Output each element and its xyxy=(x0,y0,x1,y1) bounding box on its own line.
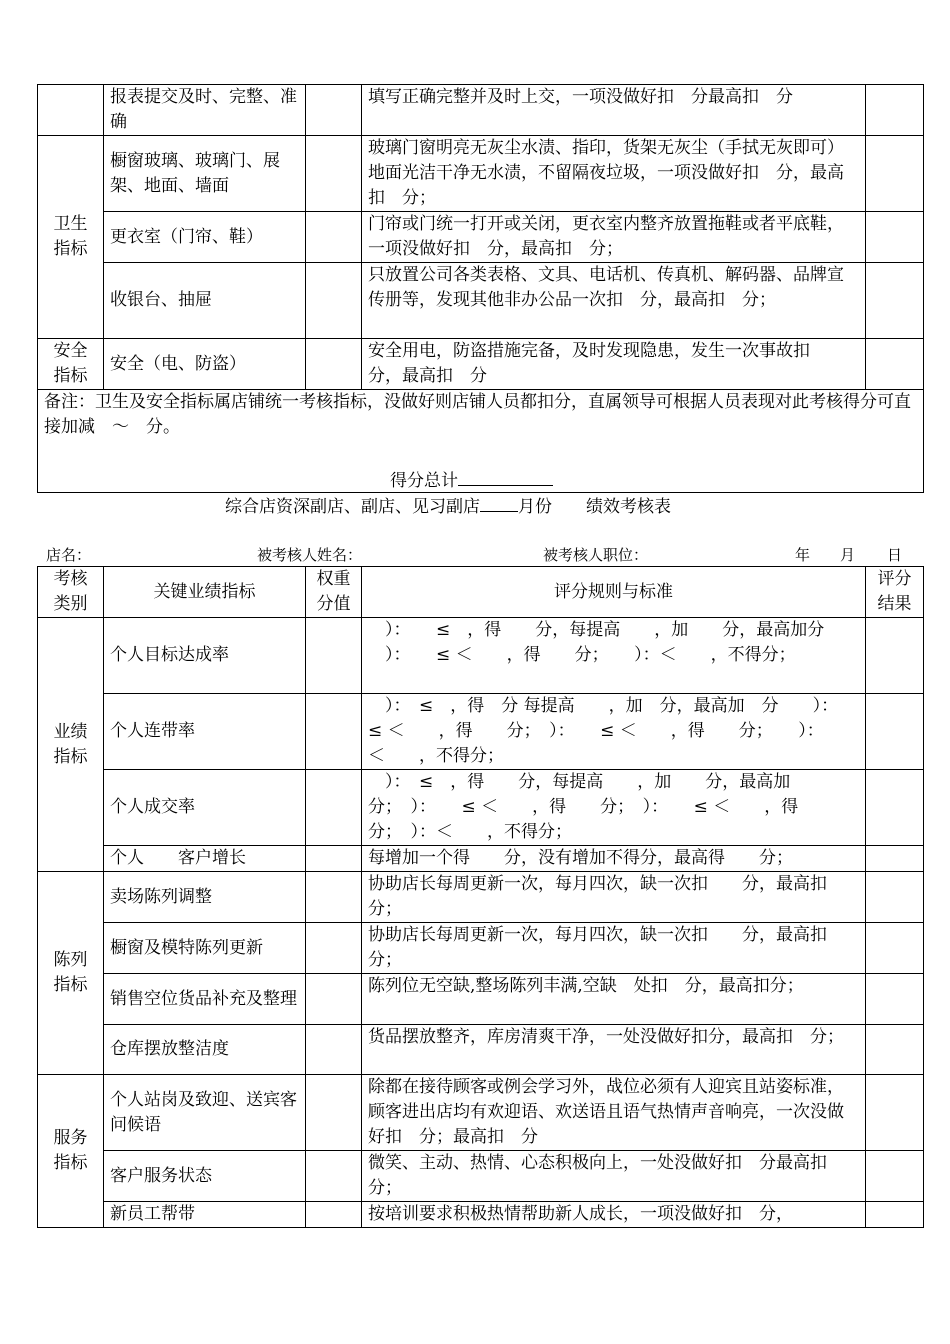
indicator-cell: 个人目标达成率 xyxy=(104,618,306,694)
weight-cell[interactable] xyxy=(306,1075,362,1151)
weight-cell[interactable] xyxy=(306,136,362,212)
table-row xyxy=(38,618,924,694)
category-cell: 服务 指标 xyxy=(38,1075,104,1228)
indicator-cell: 个人站岗及致迎、送宾客问候语 xyxy=(104,1075,306,1151)
rule-cell: ）： ≤ ，得 分 每提高 ，加 分，最高加 分 ）： ≤ ＜ ，得 分； ）： ≤ ＜ ，得 分； ）：＜ ，不得分； xyxy=(362,694,866,770)
indicator-cell: 更衣室（门帘、鞋） xyxy=(104,212,306,263)
rule-cell: 协助店长每周更新一次，每月四次，缺一次扣 分，最高扣 分； xyxy=(362,872,866,923)
table-row xyxy=(38,872,924,923)
rule-cell: 微笑、主动、热情、心态积极向上，一处没做好扣 分最高扣 分； xyxy=(362,1151,866,1202)
assessment-table-main xyxy=(37,566,924,1228)
rule-cell: 每增加一个得 分，没有增加不得分，最高得 分； xyxy=(362,846,866,872)
assessment-table-top xyxy=(37,84,924,493)
result-cell[interactable] xyxy=(866,263,924,339)
header-result: 评分 结果 xyxy=(866,567,924,618)
rule-cell: ）： ≤ ，得 分，每提高 ，加 分，最高加分 ）： ≤ ＜ ，得 分； ）：＜ ，不得分； xyxy=(362,618,866,694)
rule-cell: 除都在接待顾客或例会学习外，战位必须有人迎宾且站姿标准，顾客进出店均有欢迎语、欢送语且语气热情声音响亮，一次没做好扣 分；最高扣 分 xyxy=(362,1075,866,1151)
employee-position-label: 被考核人职位： xyxy=(543,546,649,564)
table-row xyxy=(38,212,924,263)
indicator-cell: 卖场陈列调整 xyxy=(104,872,306,923)
indicator-cell: 仓库摆放整洁度 xyxy=(104,1025,306,1075)
weight-cell[interactable] xyxy=(306,263,362,339)
weight-cell[interactable] xyxy=(306,770,362,846)
rule-cell: 陈列位无空缺,整场陈列丰满,空缺 处扣 分，最高扣分； xyxy=(362,974,866,1025)
category-cell: 卫生 指标 xyxy=(38,136,104,339)
header-row xyxy=(38,567,924,618)
score-total xyxy=(390,466,553,491)
result-cell[interactable] xyxy=(866,339,924,390)
weight-cell[interactable] xyxy=(306,85,362,136)
indicator-cell: 个人成交率 xyxy=(104,770,306,846)
rule-cell: 协助店长每周更新一次，每月四次，缺一次扣 分，最高扣 分； xyxy=(362,923,866,974)
table-row xyxy=(38,923,924,974)
category-cell: 安全 指标 xyxy=(38,339,104,390)
score-total-label: 得分总计 xyxy=(390,471,458,491)
category-cell: 业绩 指标 xyxy=(38,618,104,872)
shop-name-label: 店名： xyxy=(46,546,92,564)
table-row xyxy=(38,846,924,872)
header-indicator: 关键业绩指标 xyxy=(104,567,306,618)
result-cell[interactable] xyxy=(866,923,924,974)
indicator-cell: 客户服务状态 xyxy=(104,1151,306,1202)
indicator-cell: 个人 客户增长 xyxy=(104,846,306,872)
result-cell[interactable] xyxy=(866,846,924,872)
weight-cell[interactable] xyxy=(306,923,362,974)
form-title-suffix: 月份 绩效考核表 xyxy=(518,497,671,517)
table-row xyxy=(38,974,924,1025)
rule-cell: 门帘或门统一打开或关闭，更衣室内整齐放置拖鞋或者平底鞋，一项没做好扣 分，最高扣 分； xyxy=(362,212,866,263)
result-cell[interactable] xyxy=(866,618,924,694)
table-row xyxy=(38,1151,924,1202)
table-row xyxy=(38,339,924,390)
result-cell[interactable] xyxy=(866,85,924,136)
rule-cell: 安全用电，防盗措施完备，及时发现隐患，发生一次事故扣 分，最高扣 分 xyxy=(362,339,866,390)
table-row xyxy=(38,1202,924,1228)
month-blank[interactable] xyxy=(480,495,518,512)
month-label: 月 xyxy=(840,546,856,564)
result-cell[interactable] xyxy=(866,1151,924,1202)
form-title-prefix: 综合店资深副店、副店、见习副店 xyxy=(225,497,480,517)
result-cell[interactable] xyxy=(866,872,924,923)
indicator-cell: 橱窗及模特陈列更新 xyxy=(104,923,306,974)
rule-cell: ）： ≤ ，得 分，每提高 ，加 分，最高加 分； ）： ≤ ＜ ，得 分； ）： ≤ ＜ ，得 分； ）：＜ ，不得分； xyxy=(362,770,866,846)
rule-cell: 按培训要求积极热情帮助新人成长，一项没做好扣 分， xyxy=(362,1202,866,1228)
category-cell: 陈列 指标 xyxy=(38,872,104,1075)
table-row xyxy=(38,694,924,770)
result-cell[interactable] xyxy=(866,1202,924,1228)
table-row xyxy=(38,1025,924,1075)
rule-cell: 货品摆放整齐，库房清爽干净，一处没做好扣分，最高扣 分； xyxy=(362,1025,866,1075)
indicator-cell: 橱窗玻璃、玻璃门、展架、地面、墙面 xyxy=(104,136,306,212)
result-cell[interactable] xyxy=(866,694,924,770)
table-row xyxy=(38,85,924,136)
indicator-cell: 收银台、抽屉 xyxy=(104,263,306,339)
day-label: 日 xyxy=(887,546,903,564)
indicator-cell: 报表提交及时、完整、准确 xyxy=(104,85,306,136)
weight-cell[interactable] xyxy=(306,1151,362,1202)
table-row xyxy=(38,263,924,339)
indicator-cell: 安全（电、防盗） xyxy=(104,339,306,390)
weight-cell[interactable] xyxy=(306,1025,362,1075)
form-title xyxy=(225,492,671,517)
weight-cell[interactable] xyxy=(306,339,362,390)
table-row xyxy=(38,136,924,212)
rule-cell: 填写正确完整并及时上交，一项没做好扣 分最高扣 分 xyxy=(362,85,866,136)
result-cell[interactable] xyxy=(866,1025,924,1075)
weight-cell[interactable] xyxy=(306,212,362,263)
weight-cell[interactable] xyxy=(306,618,362,694)
score-total-blank[interactable] xyxy=(458,467,553,486)
header-rule: 评分规则与标准 xyxy=(362,567,866,618)
weight-cell[interactable] xyxy=(306,974,362,1025)
weight-cell[interactable] xyxy=(306,872,362,923)
result-cell[interactable] xyxy=(866,974,924,1025)
rule-cell: 玻璃门窗明亮无灰尘水渍、指印，货架无灰尘（手拭无灰即可）地面光洁干净无水渍，不留隔夜垃圾，一项没做好扣 分，最高扣 分； xyxy=(362,136,866,212)
result-cell[interactable] xyxy=(866,212,924,263)
weight-cell[interactable] xyxy=(306,846,362,872)
category-cell xyxy=(38,85,104,136)
header-weight: 权重 分值 xyxy=(306,567,362,618)
indicator-cell: 新员工帮带 xyxy=(104,1202,306,1228)
table-row xyxy=(38,770,924,846)
result-cell[interactable] xyxy=(866,770,924,846)
indicator-cell: 销售空位货品补充及整理 xyxy=(104,974,306,1025)
weight-cell[interactable] xyxy=(306,694,362,770)
result-cell[interactable] xyxy=(866,1075,924,1151)
rule-cell: 只放置公司各类表格、文具、电话机、传真机、解码器、品牌宣传册等，发现其他非办公品一次扣 分，最高扣 分； xyxy=(362,263,866,339)
result-cell[interactable] xyxy=(866,136,924,212)
weight-cell[interactable] xyxy=(306,1202,362,1228)
header-category: 考核 类别 xyxy=(38,567,104,618)
note-text: 备注：卫生及安全指标属店铺统一考核指标，没做好则店铺人员都扣分，直属领导可根据人员表现对此考核得分可直接加减 ～ 分。 xyxy=(44,392,911,437)
table-row xyxy=(38,1075,924,1151)
indicator-cell: 个人连带率 xyxy=(104,694,306,770)
employee-name-label: 被考核人姓名： xyxy=(257,546,363,564)
year-label: 年 xyxy=(795,546,811,564)
